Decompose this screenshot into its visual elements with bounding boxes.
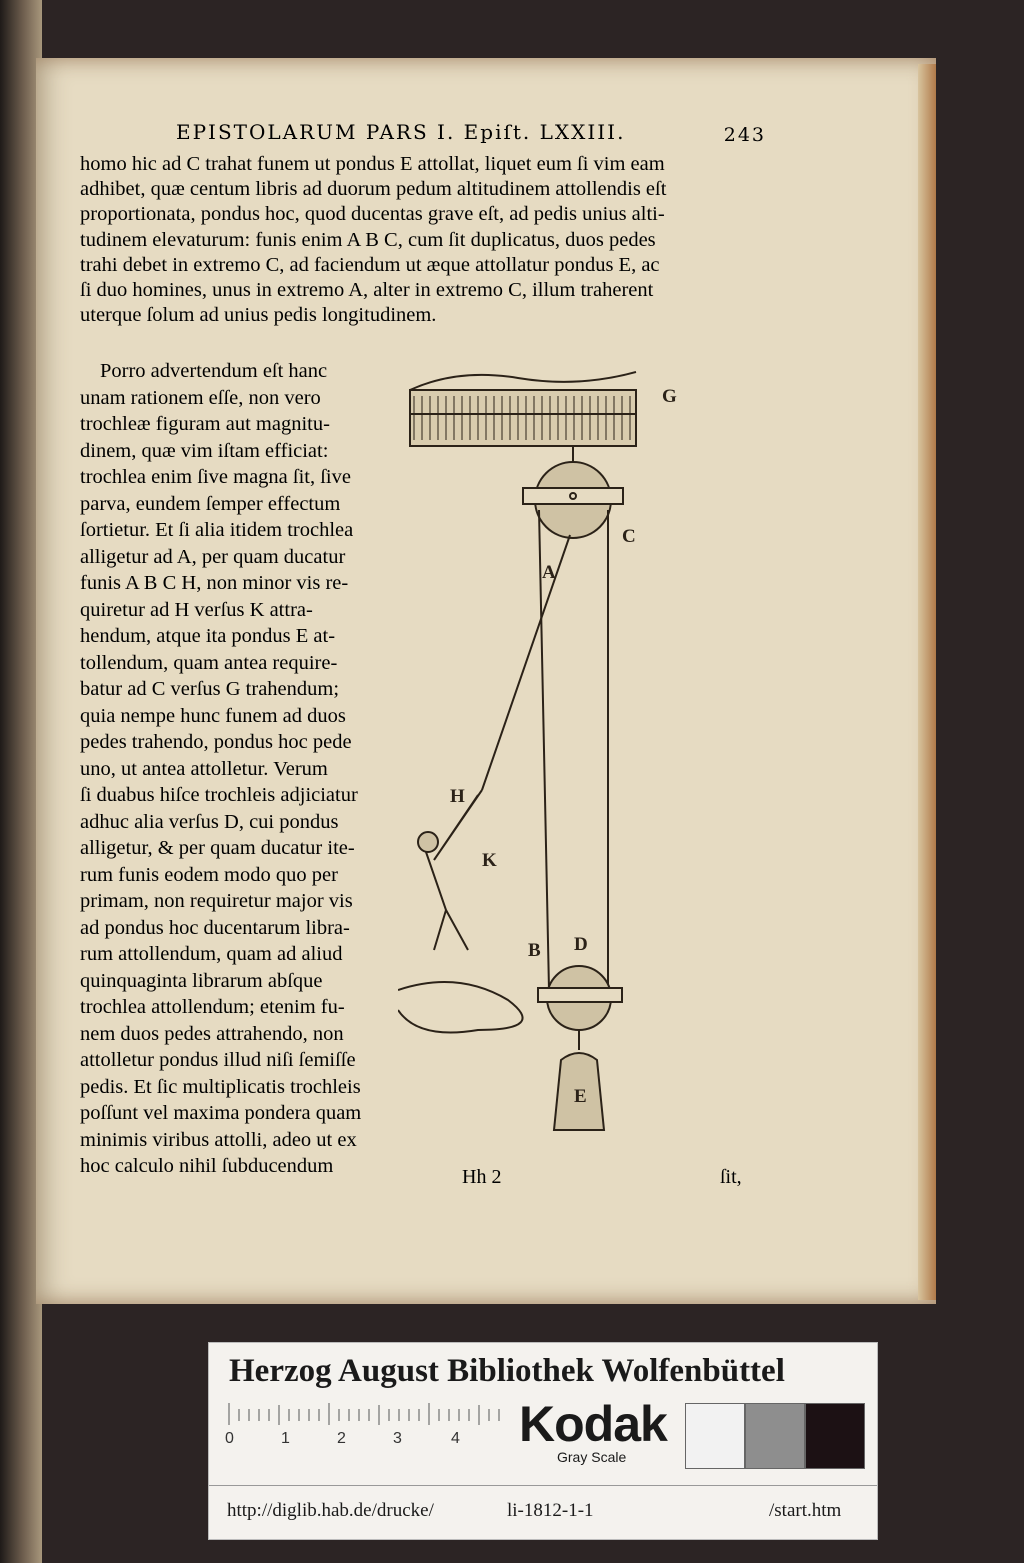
text-line: hoc calculo nihil ſubducendum xyxy=(80,1155,334,1177)
text-line: quia nempe hunc funem ad duos xyxy=(80,704,346,727)
label-b: B xyxy=(528,940,541,961)
text-line: primam, non requiretur major vis xyxy=(80,890,353,912)
page-edge xyxy=(918,64,936,1300)
label-h: H xyxy=(450,786,465,807)
text-line: trochlea enim ſive magna ſit, ſive xyxy=(80,466,351,488)
text-line: minimis viribus attolli, adeo ut ex xyxy=(80,1128,357,1151)
text-line: trochlea attollendum; etenim fu- xyxy=(80,996,345,1018)
running-header xyxy=(176,120,766,144)
label-d: D xyxy=(574,934,588,955)
ruler-tick-4: 4 xyxy=(451,1430,460,1445)
column-paragraph xyxy=(80,358,396,1180)
text-line: alligetur, & per quam ducatur ite- xyxy=(80,837,355,859)
text-line: parva, eundem ſemper effectum xyxy=(80,492,341,515)
url-base: http://diglib.hab.de/drucke/ xyxy=(227,1500,434,1521)
text-line: pedis. Et ſic multiplicatis trochleis xyxy=(80,1075,361,1098)
text-line: rum attollendum, quam ad aliud xyxy=(80,943,343,965)
text-line: alligetur ad A, per quam ducatur xyxy=(80,545,346,568)
signature-mark: Hh 2 xyxy=(462,1166,502,1188)
text-line: pedes trahendo, pondus hoc pede xyxy=(80,731,352,753)
text-line: proportionata, pondus hoc, quod ducentas grave eſt, ad pedis unius alti- xyxy=(80,203,665,226)
text-line: nem duos pedes attrahendo, non xyxy=(80,1022,344,1045)
gray-patch-white xyxy=(685,1403,745,1469)
text-line: tollendum, quam antea require- xyxy=(80,651,338,674)
label-g: G xyxy=(662,386,677,407)
gray-scale-label: Gray Scale xyxy=(557,1449,627,1465)
text-line: homo hic ad C trahat funem ut pondus E attollat, liquet eum ſi vim eam xyxy=(80,153,665,175)
text-line: ſortietur. Et ſi alia itidem trochlea xyxy=(80,519,354,541)
page-number: 243 xyxy=(723,124,766,146)
text-line: quiretur ad H verſus K attra- xyxy=(80,598,313,621)
text-line: ſi duabus hiſce trochleis adjiciatur xyxy=(80,784,358,806)
ruler-tick-3: 3 xyxy=(393,1430,402,1445)
text-line: adhuc alia verſus D, cui pondus xyxy=(80,810,339,833)
ruler-tick-2: 2 xyxy=(337,1430,346,1445)
text-line: uno, ut antea attolletur. Verum xyxy=(80,757,328,780)
text-line: poſſunt vel maxima pondera quam xyxy=(80,1102,362,1124)
gray-patches xyxy=(685,1403,865,1469)
text-line: trochleæ figuram aut magnitu- xyxy=(80,413,330,435)
ruler-tick-0: 0 xyxy=(225,1430,234,1445)
library-name: Herzog August Bibliothek Wolfenbüttel xyxy=(229,1353,785,1389)
header-title: EPISTOLARUM PARS I. Epiſt. LXXIII. xyxy=(176,120,626,144)
catchword: ſit, xyxy=(720,1166,742,1188)
gray-patch-mid xyxy=(745,1403,805,1469)
text-line: unam rationem eſſe, non vero xyxy=(80,386,321,409)
url-id: li-1812-1-1 xyxy=(507,1500,594,1521)
full-width-paragraph xyxy=(80,152,764,328)
label-e: E xyxy=(574,1086,587,1107)
text-line: quinquaginta librarum abſque xyxy=(80,969,323,992)
text-line: Porro advertendum eſt hanc xyxy=(100,360,328,382)
label-a: A xyxy=(542,562,556,583)
kodak-logo: Kodak xyxy=(519,1396,667,1452)
color-calibration-card xyxy=(208,1342,878,1540)
label-c: C xyxy=(622,526,636,547)
text-line: adhibet, quæ centum libris ad duorum pedum altitudinem attollendis eſt xyxy=(80,178,667,201)
text-line: dinem, quæ vim iſtam efficiat: xyxy=(80,439,329,462)
text-line: batur ad C verſus G trahendum; xyxy=(80,678,340,700)
text-line: hendum, atque ita pondus E at- xyxy=(80,625,336,647)
gray-patch-black xyxy=(805,1403,865,1469)
text-line: funis A B C H, non minor vis re- xyxy=(80,572,349,594)
text-line: ad pondus hoc ducentarum libra- xyxy=(80,916,350,939)
card-footer xyxy=(209,1485,877,1536)
text-line: trahi debet in extremo C, ad faciendum ut æque attollatur pondus E, ac xyxy=(80,253,660,276)
text-line: attolletur pondus illud niſi ſemiſſe xyxy=(80,1049,356,1071)
text-line: tudinem elevaturum: funis enim A B C, cum ſit duplicatus, duos pedes xyxy=(80,228,656,251)
pulley-woodcut xyxy=(398,350,718,1150)
text-line: rum funis eodem modo quo per xyxy=(80,863,338,886)
text-line: uterque ſolum ad unius pedis longitudinem. xyxy=(80,304,437,327)
text-line: ſi duo homines, unus in extremo A, alter in extremo C, illum traherent xyxy=(80,279,654,302)
label-k: K xyxy=(482,850,497,871)
ruler xyxy=(225,1399,505,1445)
url-suffix: /start.htm xyxy=(769,1500,842,1521)
ruler-tick-1: 1 xyxy=(281,1430,290,1445)
